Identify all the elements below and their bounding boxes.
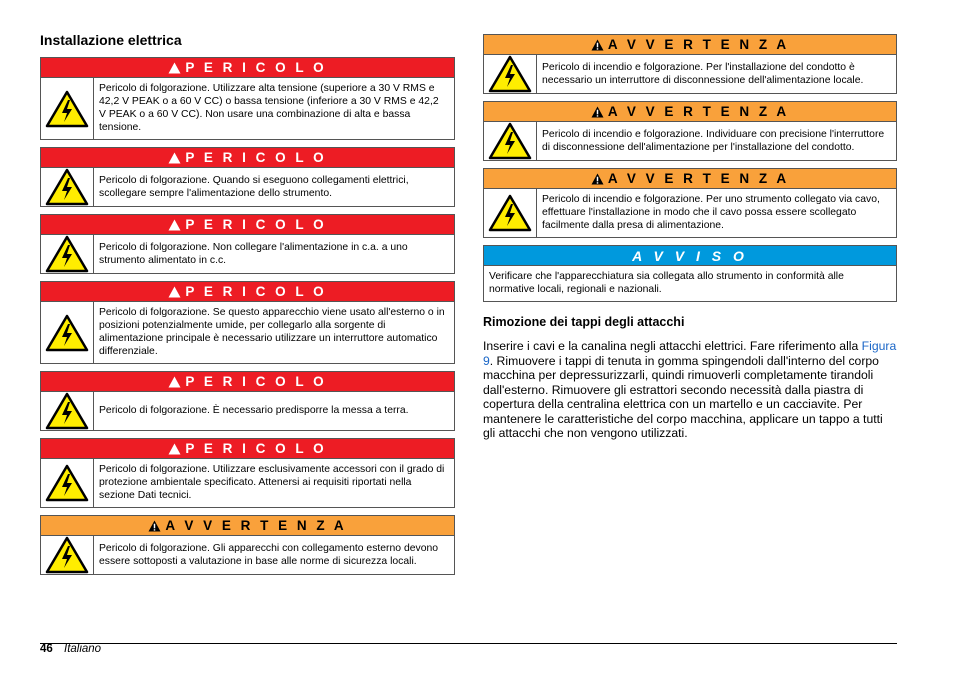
danger-header: [41, 148, 454, 168]
footer-rule: [40, 643, 897, 644]
figure-link[interactable]: Figura 9: [483, 339, 897, 368]
danger-header: [41, 282, 454, 302]
warning-text-content: Pericolo di incendio e folgorazione. Per l'installazione del condotto è necessario un interruttore di disconnessione dell'alimentazione locale.: [542, 61, 864, 86]
signal-word: P E R I C O L O: [185, 60, 327, 75]
left-warning-box-7: [40, 515, 455, 575]
electrical-shock-icon: [488, 55, 532, 93]
notice-header: A V V I S O: [484, 246, 896, 266]
warning-text: [537, 122, 896, 160]
footer-language: Italiano: [64, 643, 102, 655]
left-safety-boxes: [40, 57, 455, 575]
left-danger-box-2: [40, 147, 455, 207]
warning-text-content: Pericolo di folgorazione. Gli apparecchi con collegamento esterno devono essere sottoposti a valutazione in base alle norme di sicurezza locali.: [99, 542, 439, 567]
warning-text: [94, 168, 454, 206]
warning-header: [484, 35, 896, 55]
electrical-shock-icon: [45, 314, 89, 352]
warning-triangle-icon: [168, 376, 181, 388]
right-warning-box-3: [483, 168, 897, 238]
warning-triangle-icon: [591, 173, 604, 185]
warning-header: [484, 102, 896, 122]
signal-word: A V V E R T E N Z A: [607, 104, 790, 119]
notice-text: Verificare che l'apparecchiatura sia collegata allo strumento in conformità alle normative locali, regionali e nazionali.: [489, 271, 844, 295]
warning-text: [94, 392, 454, 430]
warning-text-content: Pericolo di folgorazione. Quando si eseguono collegamenti elettrici, scollegare sempre l'alimentazione dello strumento.: [99, 174, 409, 199]
warning-text-content: Pericolo di folgorazione. Non collegare l'alimentazione in c.a. a uno strumento alimentato in c.c.: [99, 241, 408, 266]
section-title: Installazione elettrica: [40, 32, 182, 48]
left-danger-box-5: [40, 371, 455, 431]
notice-box: [483, 245, 897, 302]
electrical-shock-icon: [45, 392, 89, 430]
left-column: [40, 32, 455, 582]
left-danger-box-6: [40, 438, 455, 508]
warning-text-content: Pericolo di folgorazione. Utilizzare alta tensione (superiore a 30 V RMS e 42,2 V PEAK o a 60 V CC) o bassa tensione (inferiore a 30 V RMS e 42,2 V PEAK o a 60 V CC). Non usare una combinazione di alta e bassa tensione.: [99, 83, 439, 133]
warning-text-content: Pericolo di folgorazione. Se questo apparecchio viene usato all'esterno o in posizioni potenzialmente umide, per collegarlo alla sorgente di alimentazione principale è necessario utilizzare un interruttore automatico differenziale.: [99, 307, 445, 357]
signal-word: P E R I C O L O: [185, 217, 327, 232]
icon-cell: [41, 168, 94, 206]
warning-text-content: Pericolo di folgorazione. Utilizzare esclusivamente accessori con il grado di protezione ambientale specificato. Attenersi ai requisiti riportati nella sezione Dati tecnici.: [99, 464, 445, 501]
box-content: [41, 392, 454, 430]
signal-word: P E R I C O L O: [185, 150, 327, 165]
warning-text: [94, 78, 454, 139]
warning-triangle-icon: [168, 443, 181, 455]
box-content: [484, 122, 896, 160]
warning-text: [537, 55, 896, 93]
danger-header: [41, 439, 454, 459]
warning-triangle-icon: [168, 286, 181, 298]
icon-cell: [41, 459, 94, 507]
warning-text: [94, 459, 454, 507]
box-content: [41, 168, 454, 206]
page-number: 46: [40, 643, 53, 655]
box-content: [41, 536, 454, 574]
icon-cell: [484, 122, 537, 160]
warning-text-content: Pericolo di incendio e folgorazione. Per uno strumento collegato via cavo, effettuare l'installazione in modo che il cavo possa essere scollegato facilmente dalla presa di alimentazione.: [542, 194, 880, 231]
icon-cell: [484, 189, 537, 237]
warning-header: [484, 169, 896, 189]
warning-triangle-icon: [148, 520, 161, 532]
warning-text-content: Pericolo di incendio e folgorazione. Individuare con precisione l'interruttore di disconnessione dell'alimentazione per l'installazione del condotto.: [542, 128, 885, 153]
icon-cell: [41, 302, 94, 363]
signal-word: A V V E R T E N Z A: [607, 171, 790, 186]
box-content: [41, 78, 454, 139]
warning-text: [94, 536, 454, 574]
right-warning-box-1: [483, 34, 897, 94]
box-content: [41, 235, 454, 273]
box-content: [484, 55, 896, 93]
icon-cell: [41, 392, 94, 430]
right-column: [483, 34, 897, 441]
signal-word: P E R I C O L O: [185, 284, 327, 299]
right-warning-box-2: [483, 101, 897, 161]
left-danger-box-3: [40, 214, 455, 274]
para-text-2: . Rimuovere i tappi di tenuta in gomma spingendoli dall'interno del corpo macchina per depressurizzarli, quindi rimuoverli completamente tirandoli dall'esterno. Rimuovere gli estrattori secondo necessità dalla piastra di copertura della centralina elettrica con un martello e un cacciavite. Per mantenere le caratteristiche del corpo macchina, applicare un tappo a tutti gli attacchi che non vengono utilizzati.: [483, 353, 883, 440]
right-safety-boxes: [483, 34, 897, 238]
warning-triangle-icon: [168, 152, 181, 164]
warning-text: [537, 189, 896, 237]
warning-header: [41, 516, 454, 536]
signal-word: P E R I C O L O: [185, 374, 327, 389]
danger-header: [41, 215, 454, 235]
electrical-shock-icon: [45, 235, 89, 273]
icon-cell: [484, 55, 537, 93]
left-danger-box-1: [40, 57, 455, 140]
icon-cell: [41, 78, 94, 139]
electrical-shock-icon: [45, 90, 89, 128]
para-text-1: Inserire i cavi e la canalina negli attacchi elettrici. Fare riferimento alla: [483, 339, 862, 353]
instructions-paragraph: [483, 339, 897, 441]
box-content: [41, 302, 454, 363]
danger-header: [41, 58, 454, 78]
warning-triangle-icon: [168, 219, 181, 231]
electrical-shock-icon: [488, 194, 532, 232]
icon-cell: [41, 235, 94, 273]
warning-text: [94, 235, 454, 273]
warning-text-content: Pericolo di folgorazione. È necessario predisporre la messa a terra.: [99, 405, 409, 416]
signal-word: P E R I C O L O: [185, 441, 327, 456]
warning-triangle-icon: [168, 62, 181, 74]
danger-header: [41, 372, 454, 392]
warning-text: [94, 302, 454, 363]
electrical-shock-icon: [488, 122, 532, 160]
electrical-shock-icon: [45, 536, 89, 574]
electrical-shock-icon: [45, 168, 89, 206]
signal-word: A V V E R T E N Z A: [165, 518, 347, 533]
warning-triangle-icon: [591, 39, 604, 51]
electrical-shock-icon: [45, 464, 89, 502]
box-content: [484, 189, 896, 237]
left-danger-box-4: [40, 281, 455, 364]
signal-word: A V V E R T E N Z A: [607, 37, 790, 52]
warning-triangle-icon: [591, 106, 604, 118]
icon-cell: [41, 536, 94, 574]
box-content: [41, 459, 454, 507]
page-footer: [40, 643, 101, 655]
subsection-title: Rimozione dei tappi degli attacchi: [483, 315, 685, 329]
